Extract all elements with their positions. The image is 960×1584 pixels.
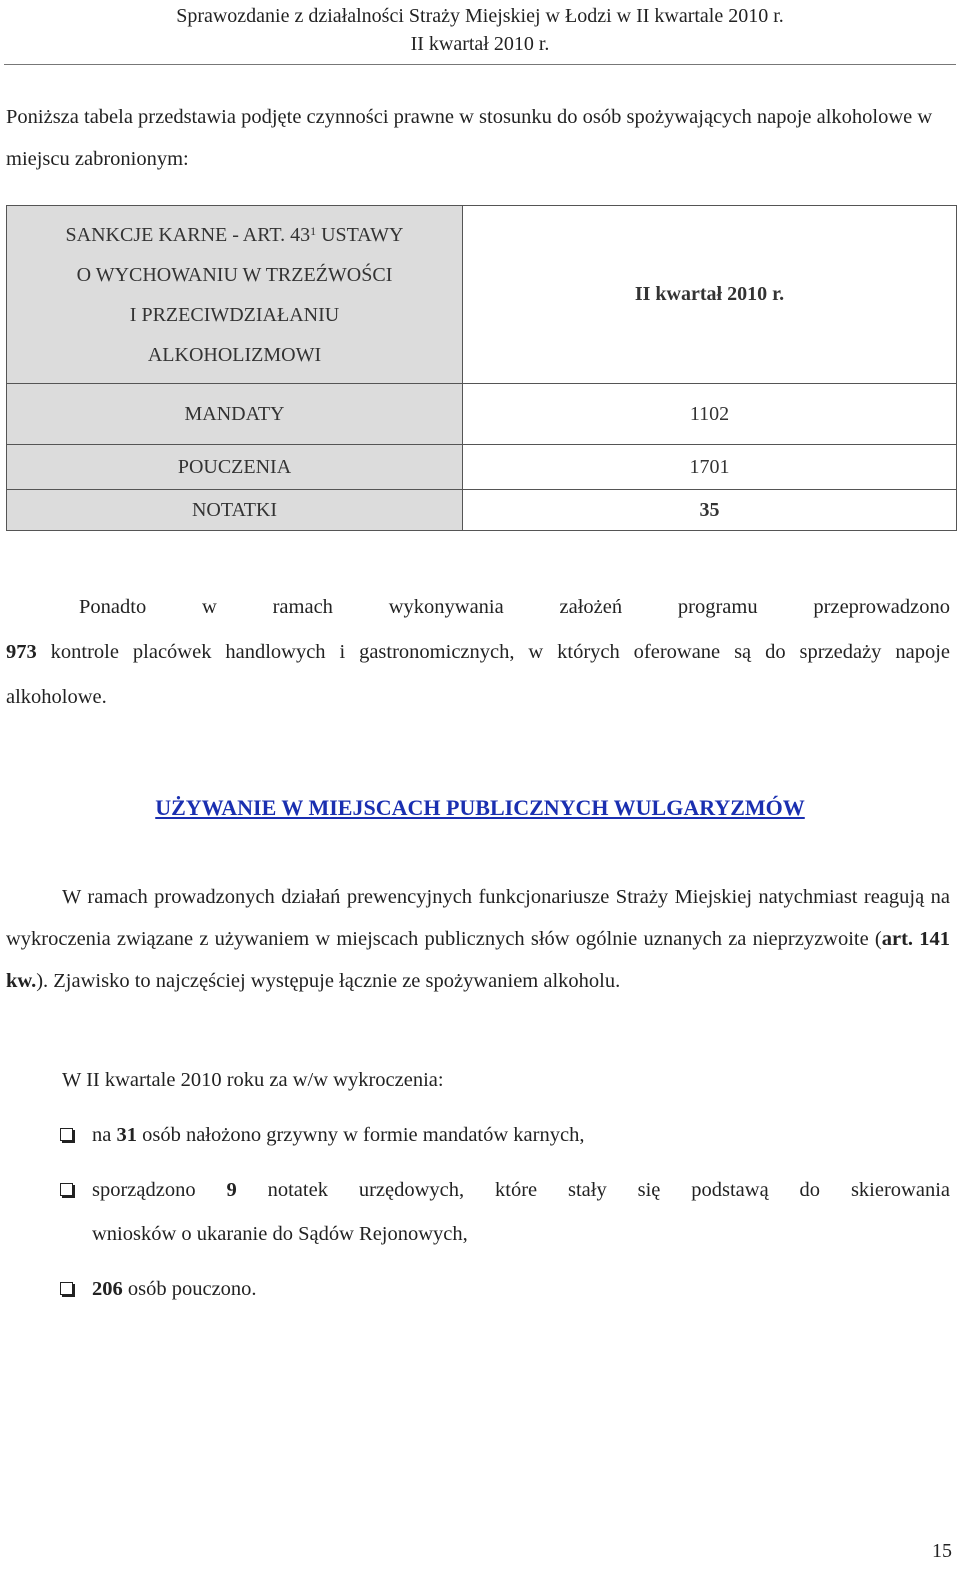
results-list [60, 1113, 950, 1311]
inspections-line-1: Ponadto w ramach wykonywania założeń programu przeprowadzono [79, 596, 950, 618]
header-divider [4, 64, 956, 65]
fined-count: 31 [116, 1124, 137, 1146]
report-title: Sprawozdanie z działalności Straży Miejskiej w Łodzi w II kwartale 2010 r. [176, 5, 784, 27]
law-reference: art. 141 kw. [6, 928, 950, 992]
square-bullet-icon [60, 1128, 73, 1141]
row-value-notatki: 35 [463, 490, 957, 531]
vulgarity-paragraph [6, 876, 950, 1002]
notes-count: 9 [226, 1179, 237, 1201]
square-bullet-icon [60, 1282, 73, 1295]
vulgarity-text-2: ). Zjawisko to najczęściej występuje łącznie ze spożywaniem alkoholu. [36, 970, 621, 992]
table-header-row [7, 206, 957, 384]
list-item: na 31 osób nałożono grzywny w formie mandatów karnych, [60, 1113, 950, 1157]
table-column-header: II kwartał 2010 r. [463, 206, 957, 384]
intro-paragraph: Poniższa tabela przedstawia podjęte czynności prawne w stosunku do osób spożywających napoje alkoholowe w miejscu zabronionym: [6, 106, 933, 170]
head-line-1b: USTAWY [321, 223, 404, 246]
vulgarity-text-1: W ramach prowadzonych działań prewencyjnych funkcjonariusze Straży Miejskiej natychmiast reagują na wykroczenia związane z używaniem w miejscach publicznych słów ogólnie uznanych za nieprzyzwoite ( [6, 886, 950, 950]
list-item: 206 osób pouczono. [60, 1267, 950, 1311]
row-label-notatki: NOTATKI [7, 490, 463, 531]
head-line-3: I PRZECIWDZIAŁANIU [129, 303, 340, 326]
row-label-mandaty: MANDATY [7, 384, 463, 445]
inspections-paragraph [6, 585, 950, 720]
head-line-4: ALKOHOLIZMOWI [147, 343, 322, 366]
inspections-count: 973 [6, 641, 37, 663]
row-value-pouczenia: 1701 [463, 445, 957, 490]
section-heading: UŻYWANIE W MIEJSCACH PUBLICZNYCH WULGARYZMÓW [155, 795, 805, 820]
list-item: sporządzono 9 notatek urzędowych, które stały się podstawą do skierowania wniosków o ukaranie do Sądów Rejonowych, [60, 1168, 950, 1256]
table-row [7, 445, 957, 490]
row-value-mandaty: 1102 [463, 384, 957, 445]
report-subtitle: II kwartał 2010 r. [410, 33, 550, 55]
quarter-summary-intro: W II kwartale 2010 roku za w/w wykroczenia: [62, 1069, 444, 1091]
inspections-rest: kontrole placówek handlowych i gastronomicznych, w których oferowane są do sprzedaży napoje alkoholowe. [6, 641, 950, 708]
instructed-count: 206 [92, 1278, 123, 1300]
row-label-pouczenia: POUCZENIA [7, 445, 463, 490]
table-header-label [7, 206, 463, 384]
sanctions-table [6, 205, 957, 531]
page-number: 15 [932, 1540, 952, 1562]
head-line-2: O WYCHOWANIU W TRZEŹWOŚCI [76, 263, 393, 286]
square-bullet-icon [60, 1183, 73, 1196]
table-row [7, 490, 957, 531]
page-header [0, 2, 960, 58]
table-row [7, 384, 957, 445]
head-line-1: SANKCJE KARNE - ART. 43 [65, 223, 311, 246]
head-superscript: 1 [310, 223, 317, 238]
